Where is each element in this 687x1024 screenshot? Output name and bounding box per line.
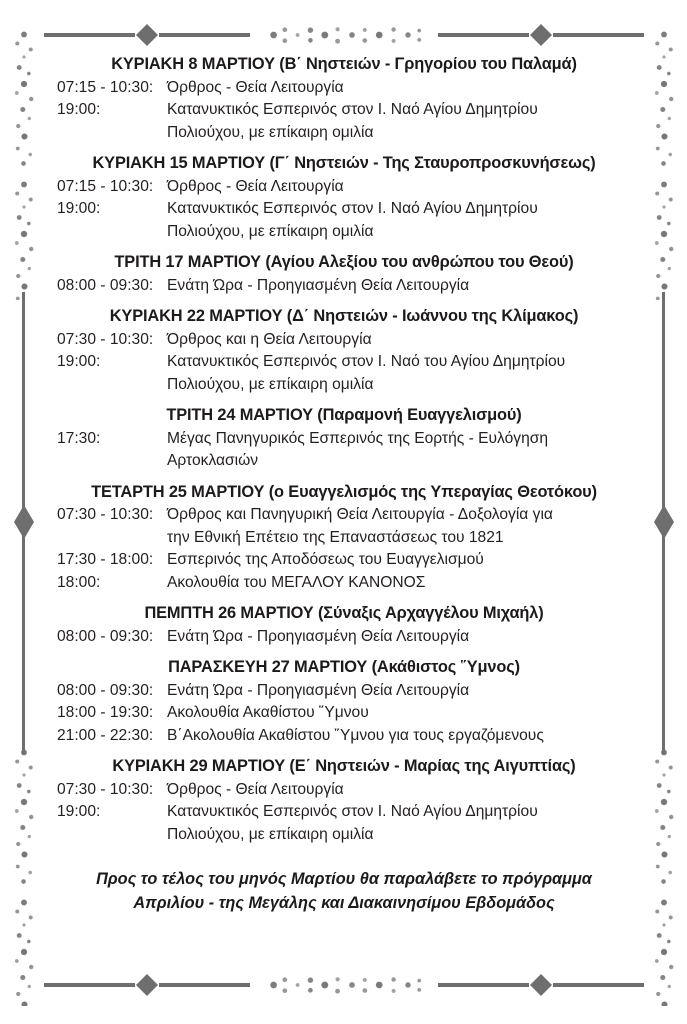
program-entry-row (44, 626, 644, 648)
program-entry-row (44, 801, 644, 846)
program-entry-row (44, 572, 644, 594)
program-entry-time: 07:15 - 10:30: (57, 78, 154, 96)
divider-line-segment (553, 983, 644, 987)
program-entry-description-line: Όρθρος και Πανηγυρική Θεία Λειτουργία - Δοξολογία για (167, 506, 553, 524)
program-entry-time: 08:00 - 09:30: (57, 681, 154, 699)
program-entry-time: 18:00 - 19:30: (57, 704, 154, 722)
program-entry-description (166, 176, 644, 198)
program-entry-time: 17:30: (57, 429, 101, 447)
divider-line-segment (159, 33, 250, 37)
program-entry-description-line: Ενάτη Ώρα - Προηγιασμένη Θεία Λειτουργία (167, 681, 470, 699)
border-rule-right-upper (662, 292, 665, 514)
program-entry-description-line: Όρθρος - Θεία Λειτουργία (167, 177, 344, 195)
program-entry-description-line: Όρθρος - Θεία Λειτουργία (167, 780, 344, 798)
program-entry-description-line: Πολιούχου, με επίκαιρη ομιλία (167, 222, 374, 240)
program-entry-title: ΤΕΤΑΡΤΗ 25 ΜΑΡΤΙΟΥ (ο Ευαγγελισμός της Υπεραγίας Θεοτόκου) (91, 482, 597, 501)
program-entry-time: 07:30 - 10:30: (57, 780, 154, 798)
program-entry-row (44, 549, 644, 571)
program-entry-time: 17:30 - 18:00: (57, 551, 154, 569)
divider-line-segment (438, 33, 529, 37)
program-entry-description (166, 549, 644, 571)
program-entry-description (166, 428, 644, 473)
program-entry-row (44, 504, 644, 549)
program-entry-description-line: Όρθρος και η Θεία Λειτουργία (167, 330, 372, 348)
program-entry-description (166, 198, 644, 243)
divider-line-segment (44, 33, 135, 37)
program-entry-description-line: Εσπερινός της Αποδόσεως του Ευαγγελισμού (167, 551, 484, 569)
program-entry (44, 54, 644, 144)
divider-line-segment (159, 983, 250, 987)
program-entry-description (166, 779, 644, 801)
program-entry-description (166, 725, 644, 747)
program-entry-title: ΤΡΙΤΗ 24 ΜΑΡΤΙΟΥ (Παραμονή Ευαγγελισμού) (166, 406, 522, 425)
program-entry-title: ΠΕΜΠΤΗ 26 ΜΑΡΤΙΟΥ (Σύναξις Αρχαγγέλου Μιχαήλ) (144, 604, 544, 623)
program-entry-description-line: Κατανυκτικός Εσπερινός στον Ι. Ναό Αγίου Δημητρίου (167, 101, 538, 119)
program-entry-description (166, 626, 644, 648)
program-entry-row (44, 99, 644, 144)
program-entry-description (166, 99, 644, 144)
program-entry-description (166, 801, 644, 846)
program-entry-row (44, 779, 644, 801)
diamond-ornament-icon (530, 974, 552, 996)
decorative-divider-bottom (44, 972, 644, 998)
program-entry-title: ΚΥΡΙΑΚΗ 8 ΜΑΡΤΙΟΥ (Β΄ Νηστειών - Γρηγορίου του Παλαμά) (111, 55, 577, 73)
program-entry-description-line: Κατανυκτικός Εσπερινός στον Ι. Ναό του Αγίου Δημητρίου (167, 353, 566, 371)
program-entry (44, 153, 644, 243)
program-entry-row (44, 176, 644, 198)
program-entry-row (44, 702, 644, 724)
program-entry (44, 657, 644, 747)
diamond-ornament-icon (14, 505, 34, 539)
program-entry-description (166, 504, 644, 549)
border-rule-left-lower (22, 532, 25, 754)
program-entry (44, 306, 644, 396)
program-footnote-line: Απριλίου - της Μεγάλης και Διακαινησίμου Εβδομάδος (133, 894, 555, 913)
program-entry-description-line: Κατανυκτικός Εσπερινός στον Ι. Ναό Αγίου Δημητρίου (167, 200, 538, 218)
program-entry-description-line: Πολιούχου, με επίκαιρη ομιλία (167, 375, 374, 393)
program-entry-description-line: Αρτοκλασιών (167, 452, 259, 470)
program-entry-description-line: Ακολουθία Ακαθίστου Ὕμνου (167, 704, 369, 722)
program-entry (44, 482, 644, 594)
program-entry-list (44, 54, 644, 916)
program-entry-description-line: Β΄Ακολουθία Ακαθίστου Ὕμνου για τους εργαζόμενους (167, 726, 544, 744)
divider-line-segment (438, 983, 529, 987)
program-entry-title: ΠΑΡΑΣΚΕΥΗ 27 ΜΑΡΤΙΟΥ (Ακάθιστος Ὕμνος) (168, 658, 520, 677)
border-ornament-top-right (652, 24, 676, 300)
program-entry-description-line: την Εθνική Επέτειο της Επαναστάσεως του 1821 (167, 528, 504, 546)
program-entry-description-line: Όρθρος - Θεία Λειτουργία (167, 78, 344, 96)
program-entry-time: 08:00 - 09:30: (57, 627, 154, 645)
program-entry-description-line: Πολιούχου, με επίκαιρη ομιλία (167, 123, 374, 141)
program-entry (44, 405, 644, 473)
program-entry-row (44, 198, 644, 243)
program-entry (44, 603, 644, 648)
program-entry-description (166, 275, 644, 297)
decorative-divider-top (44, 22, 644, 48)
program-entry-description-line: Πολιούχου, με επίκαιρη ομιλία (167, 825, 374, 843)
program-entry-description (166, 702, 644, 724)
diamond-ornament-icon (654, 505, 674, 539)
program-entry-description-line: Ενάτη Ώρα - Προηγιασμένη Θεία Λειτουργία (167, 627, 470, 645)
program-entry-title: ΤΡΙΤΗ 17 ΜΑΡΤΙΟΥ (Αγίου Αλεξίου του ανθρώπου του Θεού) (114, 253, 574, 272)
program-entry-row (44, 680, 644, 702)
border-ornament-bottom-right (652, 742, 676, 1006)
program-entry-description-line: Μέγας Πανηγυρικός Εσπερινός της Εορτής - Ευλόγηση (167, 429, 549, 447)
program-entry (44, 252, 644, 297)
program-footnote (44, 868, 644, 916)
program-entry-description (166, 351, 644, 396)
program-entry-time: 07:15 - 10:30: (57, 177, 154, 195)
program-entry-row (44, 275, 644, 297)
program-entry-row (44, 77, 644, 99)
program-entry-row (44, 351, 644, 396)
program-entry-description-line: Ακολουθία του ΜΕΓΑΛΟΥ ΚΑΝΟΝΟΣ (167, 573, 426, 591)
program-entry-row (44, 428, 644, 473)
program-entry-description (166, 77, 644, 99)
program-entry-time: 19:00: (57, 803, 101, 821)
program-entry-description-line: Κατανυκτικός Εσπερινός στον Ι. Ναό Αγίου Δημητρίου (167, 803, 538, 821)
program-entry-time: 21:00 - 22:30: (57, 726, 154, 744)
diamond-ornament-icon (136, 974, 158, 996)
border-ornament-top-left (12, 24, 36, 300)
diamond-ornament-icon (136, 24, 158, 46)
program-entry-description (166, 572, 644, 594)
program-entry-time: 19:00: (57, 353, 101, 371)
program-entry-description-line: Ενάτη Ώρα - Προηγιασμένη Θεία Λειτουργία (167, 276, 470, 294)
program-footnote-line: Προς το τέλος του μηνός Μαρτίου θα παραλάβετε το πρόγραμμα (96, 870, 592, 889)
border-rule-right-lower (662, 532, 665, 754)
floral-ornament-icon (264, 24, 424, 46)
program-entry-description (166, 329, 644, 351)
program-entry-title: ΚΥΡΙΑΚΗ 15 ΜΑΡΤΙΟΥ (Γ΄ Νηστειών - Της Σταυροπροσκυνήσεως) (92, 154, 596, 173)
program-entry-time: 07:30 - 10:30: (57, 506, 154, 524)
diamond-ornament-icon (530, 24, 552, 46)
program-entry-title: ΚΥΡΙΑΚΗ 22 ΜΑΡΤΙΟΥ (Δ΄ Νηστειών - Ιωάννου της Κλίμακος) (109, 307, 579, 326)
program-entry-row (44, 329, 644, 351)
divider-line-segment (44, 983, 135, 987)
program-entry-description (166, 680, 644, 702)
program-entry-time: 19:00: (57, 200, 101, 218)
program-entry-row (44, 725, 644, 747)
program-entry (44, 756, 644, 846)
border-rule-left-upper (22, 292, 25, 514)
program-entry-title: ΚΥΡΙΑΚΗ 29 ΜΑΡΤΙΟΥ (Ε΄ Νηστειών - Μαρίας της Αιγυπτίας) (112, 757, 576, 776)
floral-ornament-icon (264, 974, 424, 996)
program-entry-time: 18:00: (57, 573, 101, 591)
border-ornament-bottom-left (12, 742, 36, 1006)
program-entry-time: 19:00: (57, 101, 101, 119)
program-entry-time: 07:30 - 10:30: (57, 330, 154, 348)
divider-line-segment (553, 33, 644, 37)
program-entry-time: 08:00 - 09:30: (57, 276, 154, 294)
